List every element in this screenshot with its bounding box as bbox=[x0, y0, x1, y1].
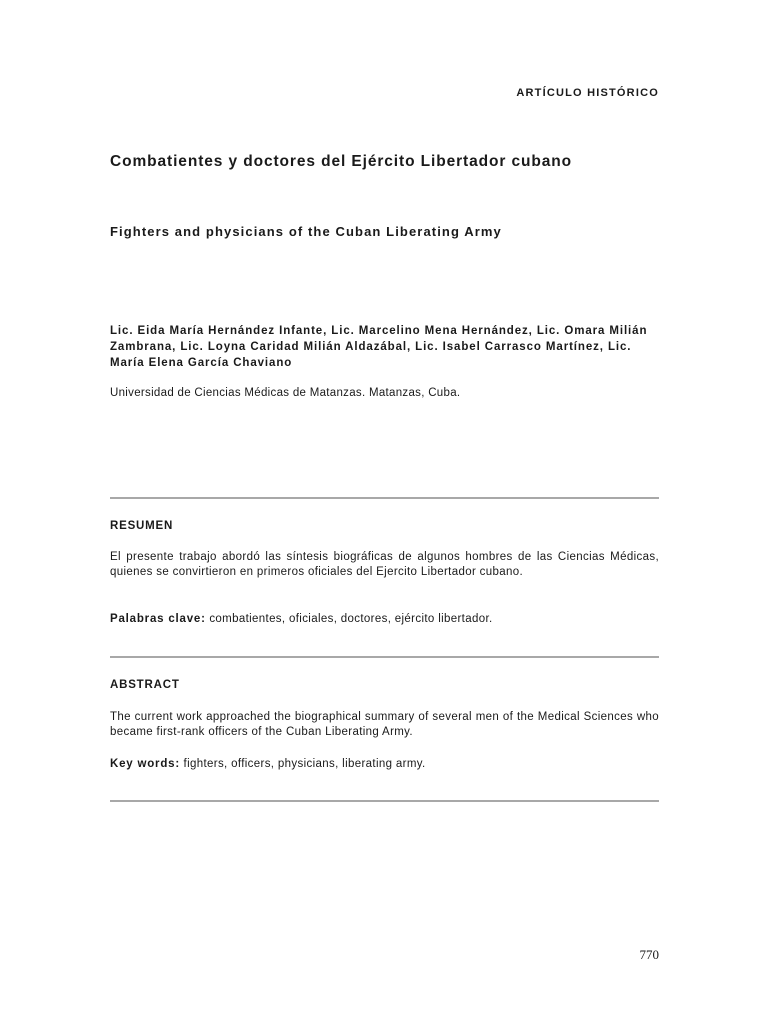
abstract-heading: ABSTRACT bbox=[110, 679, 180, 691]
divider-top bbox=[110, 497, 659, 499]
author-list: Lic. Eida María Hernández Infante, Lic. Marcelino Mena Hernández, Lic. Omara Milián Zambrana, Lic. Loyna Caridad Milián Aldazábal, Lic. Isabel Carrasco Martínez, Lic. María Elena García Chaviano bbox=[110, 325, 648, 369]
resumen-text: El presente trabajo abordó las síntesis biográficas de algunos hombres de las Ciencias Médicas, quienes se convirtieron en primeros oficiales del Ejercito Libertador cubano. bbox=[110, 551, 659, 578]
english-keywords bbox=[110, 758, 659, 770]
key-words-label: Key words: bbox=[110, 758, 180, 770]
resumen-heading: RESUMEN bbox=[110, 520, 174, 532]
divider-middle bbox=[110, 656, 659, 658]
article-page bbox=[110, 0, 659, 1024]
divider-bottom bbox=[110, 800, 659, 802]
author-affiliation: Universidad de Ciencias Médicas de Matanzas. Matanzas, Cuba. bbox=[110, 387, 461, 399]
article-title-english: Fighters and physicians of the Cuban Liberating Army bbox=[110, 224, 502, 239]
spanish-keywords bbox=[110, 613, 659, 625]
palabras-clave-values: combatientes, oficiales, doctores, ejército libertador. bbox=[209, 613, 493, 625]
abstract-text: The current work approached the biographical summary of several men of the Medical Sciences who became first-rank officers of the Cuban Liberating Army. bbox=[110, 711, 659, 738]
key-words-values: fighters, officers, physicians, liberating army. bbox=[183, 758, 426, 770]
palabras-clave-label: Palabras clave: bbox=[110, 613, 206, 625]
page-number: 770 bbox=[639, 947, 659, 962]
section-label: ARTÍCULO HISTÓRICO bbox=[516, 87, 659, 99]
article-title-spanish: Combatientes y doctores del Ejército Libertador cubano bbox=[110, 153, 573, 170]
